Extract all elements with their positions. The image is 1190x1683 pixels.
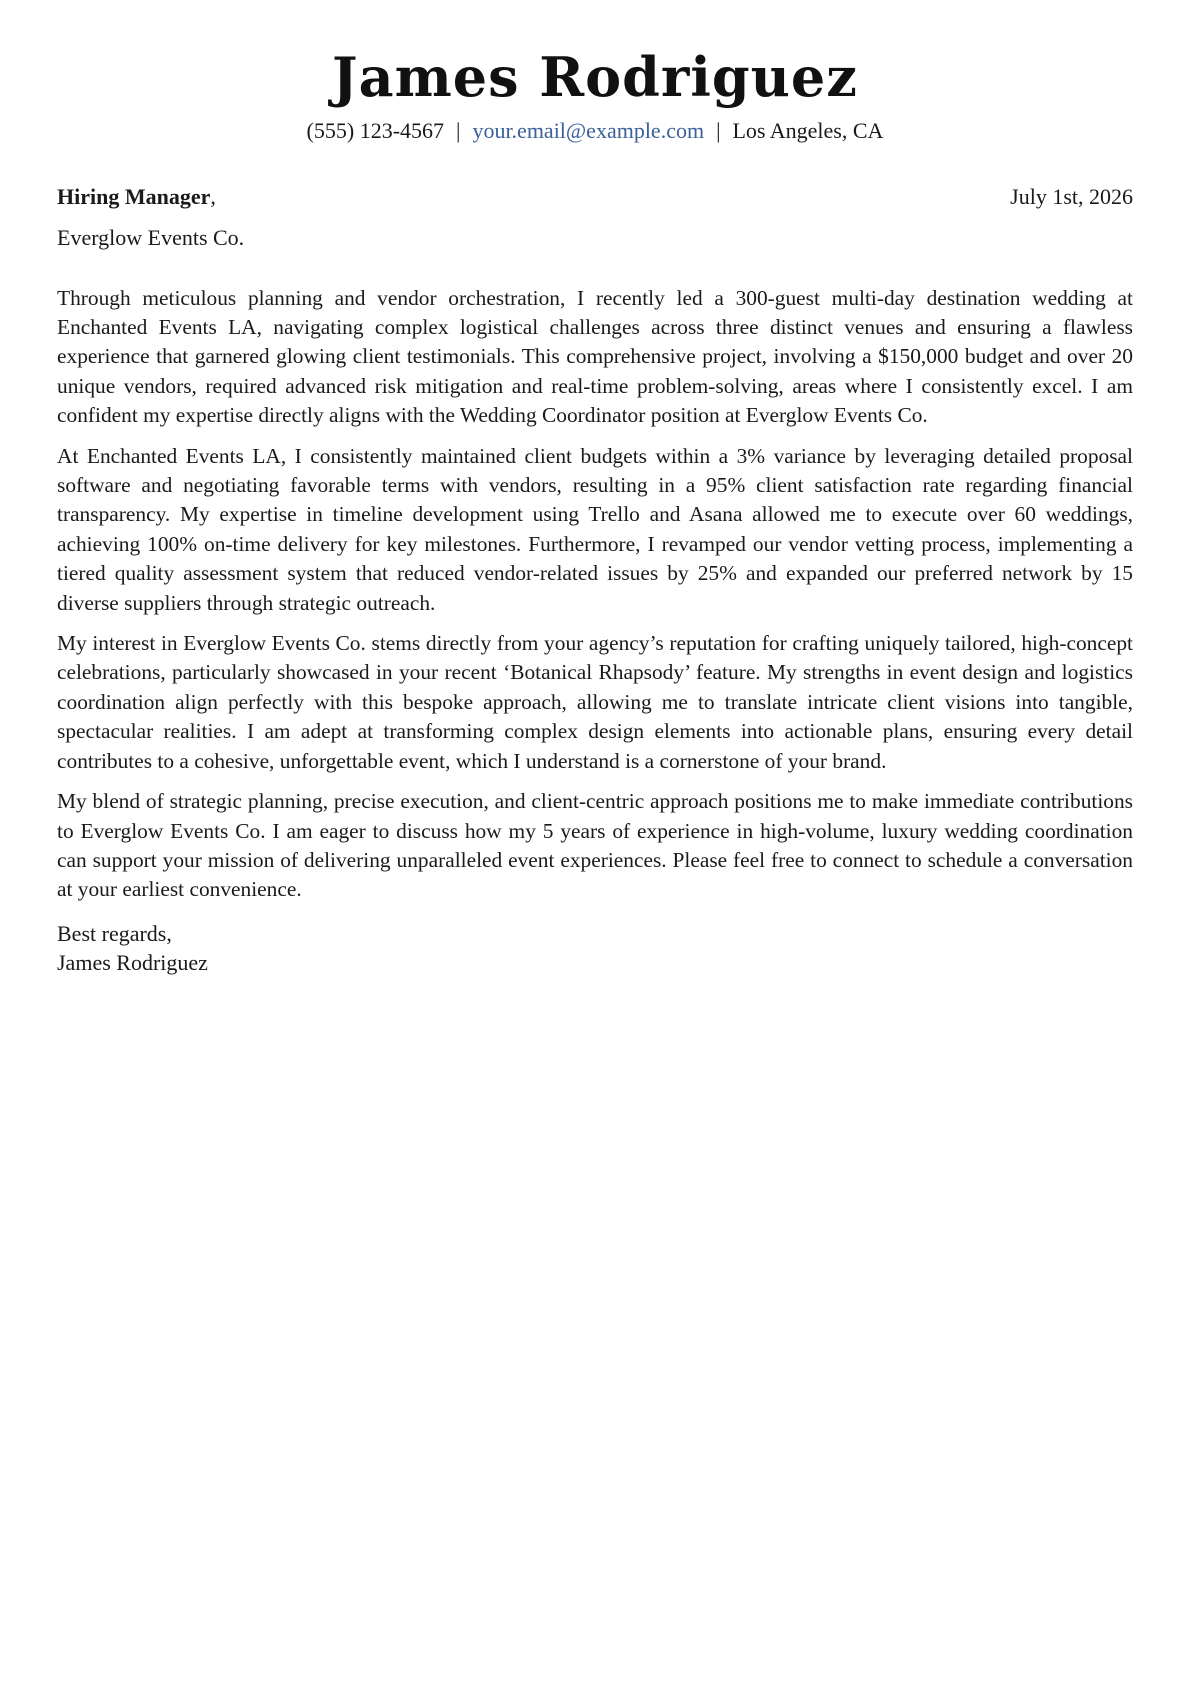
- letter-body: [57, 284, 1133, 905]
- recipient-name: Hiring Manager: [57, 184, 211, 209]
- recipient-company: Everglow Events Co.: [57, 224, 245, 250]
- greeting-comma: ,: [210, 184, 216, 209]
- contact-separator: |: [716, 118, 721, 143]
- signature: James Rodriguez: [57, 950, 208, 976]
- applicant-name: James Rodriguez: [332, 45, 858, 109]
- contact-line: [57, 118, 1133, 144]
- letter-closing: [57, 919, 1133, 978]
- recipient-row: [57, 182, 1133, 213]
- body-paragraph: My blend of strategic planning, precise execution, and client-centric approach positions me to make immediate contributions to Everglow Events Co. I am eager to discuss how my 5 years of experience in high-volume, luxury wedding coordination can support your mission of delivering unparalleled event experiences. Please feel free to connect to schedule a conversation at your earliest convenience.: [57, 789, 1133, 902]
- letter-date: July 1st, 2026: [1010, 184, 1133, 209]
- contact-separator: |: [456, 118, 461, 143]
- phone-number: (555) 123-4567: [306, 118, 445, 143]
- sign-off: Best regards,: [57, 920, 172, 946]
- body-paragraph: My interest in Everglow Events Co. stems directly from your agency’s reputation for crafting uniquely tailored, high-concept celebrations, particularly showcased in your recent ‘Botanical Rhapsody’ feature. My strengths in event design and logistics coordination align perfectly with this bespoke approach, allowing me to translate intricate client visions into tangible, spectacular realities. I am adept at transforming complex design elements into actionable plans, ensuring every detail contributes to a cohesive, unforgettable event, which I understand is a cornerstone of your brand.: [57, 631, 1133, 773]
- email-link[interactable]: your.email@example.com: [472, 118, 705, 143]
- body-paragraph: At Enchanted Events LA, I consistently maintained client budgets within a 3% variance by leveraging detailed proposal software and negotiating favorable terms with vendors, resulting in a 95% client satisfaction rate regarding financial transparency. My expertise in timeline development using Trello and Asana allowed me to execute over 60 weddings, achieving 100% on-time delivery for key milestones. Furthermore, I revamped our vendor vetting process, implementing a tiered quality assessment system that reduced vendor-related issues by 25% and expanded our preferred network by 15 diverse suppliers through strategic outreach.: [57, 443, 1133, 615]
- greeting: [57, 182, 216, 213]
- location: Los Angeles, CA: [732, 118, 884, 143]
- body-paragraph: Through meticulous planning and vendor orchestration, I recently led a 300-guest multi-day destination wedding at Enchanted Events LA, navigating complex logistical challenges across three distinct venues and ensuring a flawless experience that garnered glowing client testimonials. This comprehensive project, involving a $150,000 budget and over 20 unique vendors, required advanced risk mitigation and real-time problem-solving, areas where I consistently excel. I am confident my expertise directly aligns with the Wedding Coordinator position at Everglow Events Co.: [57, 285, 1133, 428]
